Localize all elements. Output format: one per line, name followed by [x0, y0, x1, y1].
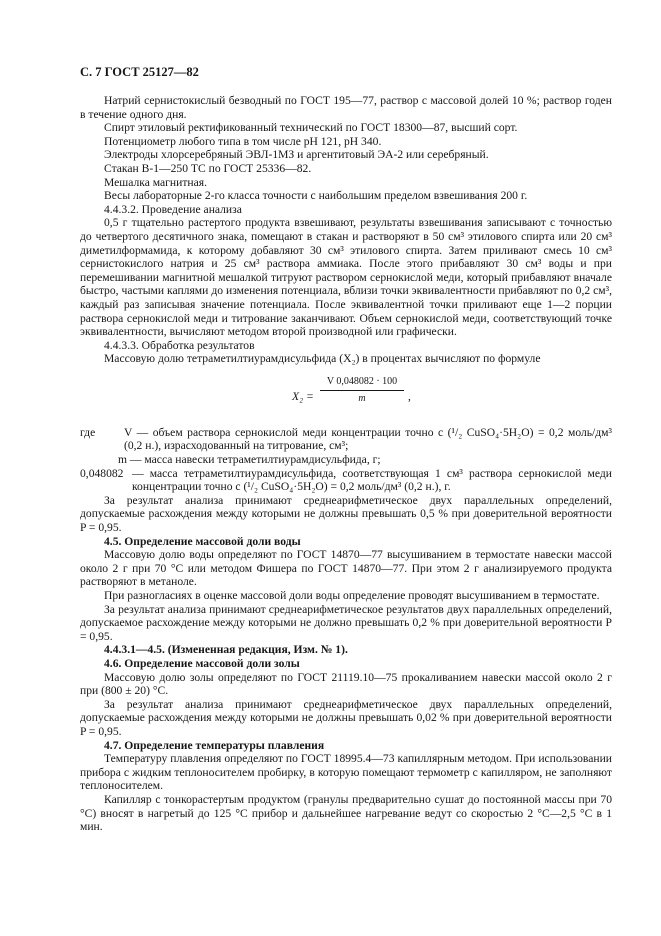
ash-method: Массовую долю золы определяют по ГОСТ 21119.10—75 прокаливанием навески массой около 2 г при (800 ± 20) °С.	[80, 670, 612, 698]
definition-m: m — масса навески тетраметилтиурамдисульфида, г;	[118, 453, 381, 467]
formula-numerator: V 0,048082 · 100	[326, 375, 398, 387]
formula-denominator: m	[358, 392, 366, 404]
water-method: Массовую долю воды определяют по ГОСТ 14870—77 высушиванием в термостате навески массой около 2 г при 70 °С или методом Фишера по ГОСТ 14870—77. При этом 2 г анализируемого продукта растворяют в метаноле.	[80, 548, 612, 589]
formula-trail: ,	[408, 389, 411, 403]
section-46-heading: 4.6. Определение массовой доли золы	[104, 656, 300, 670]
definition-k-row	[80, 467, 612, 494]
definitions	[80, 426, 612, 494]
section-47-heading: 4.7. Определение температуры плавления	[104, 738, 325, 752]
section-45-heading: 4.5. Определение массовой доли воды	[104, 534, 301, 548]
section-4432-title: 4.4.3.2. Проведение анализа	[104, 202, 242, 216]
equipment-potentiometer: Потенциометр любого типа в том числе рН 121, рН 340.	[104, 134, 382, 148]
reagent-sodium-sulfite: Натрий сернистокислый безводный по ГОСТ 195—77, раствор с массовой долей 10 %; раствор годен в течение одного дня.	[80, 94, 612, 121]
water-result: За результат анализа принимают среднеарифметическое результатов двух параллельных определений, допускаемое расхождение между которыми не должно превышать 0,2 % при доверительной вероятности P = 0,95.	[80, 602, 612, 643]
ash-result: За результат анализа принимают среднеарифметическое двух параллельных определений, допускаемые расхождения между которыми не должны превышать 0,02 % при доверительной вероятности P = 0,95.	[80, 697, 612, 738]
result-statement-1: За результат анализа принимают среднеарифметическое двух параллельных определений, допускаемые расхождения между которыми не должны превышать 0,5 % при доверительной вероятности P = 0,95.	[80, 493, 612, 535]
water-dispute: При разногласиях в оценке массовой доли воды определение проводят высушиванием в термостате.	[104, 589, 600, 602]
definition-k: — масса тетраметилтиурамдисульфида, соответствующая 1 см³ раствора сернокислой меди концентрации точно c (¹/₂ CuSO₄·5H₂O) = 0,2 моль/дм³ (0,2 н.), г.	[132, 466, 612, 494]
melting-method: Температуру плавления определяют по ГОСТ 18995.4—73 капиллярным методом. При использовании прибора с жидким теплоносителем пробирку, в которую помещают термометр с капилляром, не заполняют теплоносителем.	[80, 752, 612, 793]
calc-intro: Массовую долю тетраметилтиурамдисульфида (X₂) в процентах вычисляют по формуле	[104, 352, 541, 366]
formula	[80, 376, 612, 420]
section-4433-title: 4.4.3.3. Обработка результатов	[104, 338, 255, 352]
equipment-scales: Весы лабораторные 2-го класса точности с наибольшим пределом взвешивания 200 г.	[104, 189, 528, 203]
reagent-ethanol: Спирт этиловый ректификованный технический по ГОСТ 18300—87, высший сорт.	[104, 121, 518, 135]
melting-procedure: Капилляр с тонкорастертым продуктом (гранулы предварительно сушат до постоянной массы при 70 °С) вносят в нагретый до 125 °С прибор и дальнейшее нагревание ведут со скоростью 2 °С—2,5 °С в 1 мин.	[80, 792, 612, 834]
formula-fraction-bar	[320, 390, 404, 391]
page-header: С. 7 ГОСТ 25127—82	[80, 65, 199, 79]
definition-v-row	[80, 426, 612, 453]
equipment-electrodes: Электроды хлорсеребряный ЭВЛ-1МЗ и аргентитовый ЭА-2 или серебряный.	[104, 148, 489, 162]
formula-lhs: X₂ =	[292, 389, 314, 403]
equipment-beaker: Стакан В-1—250 ТС по ГОСТ 25336—82.	[104, 161, 312, 175]
definition-k-number: 0,048082	[80, 466, 124, 480]
analysis-procedure: 0,5 г тщательно растертого продукта взвешивают, результаты взвешивания записывают с точностью до четвертого десятичного знака, помещают в стакан и растворяют в 50 см³ этилового спирта или 20 см³ диметилформамида, к которому добавляют 30 см³ этилового спирта. Затем приливают смесь 10 см³ сернистокислого натрия и 25 см³ раствора аммиака. После этого прибавляют 30 см³ воды и при перемешивании магнитной мешалкой титруют раствором сернокислой меди, который прибавляют вначале быстро, частыми каплями до изменения потенциала, вблизи точки эквивалентности прибавляют по 0,2 см³, каждый раз записывая значение потенциала. После эквивалентной точки приливают еще 1—2 порции раствора сернокислой меди и титрование заканчивают. Объем сернокислой меди, соответствующий точке эквивалентности, вычисляют методом второй производной или графически.	[80, 216, 612, 339]
amendment-note: 4.4.3.1—4.5. (Измененная редакция, Изм. № 1).	[104, 643, 348, 657]
formula-fraction	[320, 376, 404, 405]
document-body	[80, 94, 612, 834]
definition-v: V — объем раствора сернокислой меди концентрации точно c (¹/₂ CuSO₄·5H₂O) = 0,2 моль/дм³ (0,2 н.), израсходованный на титрование, см³;	[124, 425, 612, 453]
definition-m-row	[80, 453, 612, 467]
equipment-stirrer: Мешалка магнитная.	[104, 175, 207, 189]
where-label: где	[80, 425, 96, 439]
